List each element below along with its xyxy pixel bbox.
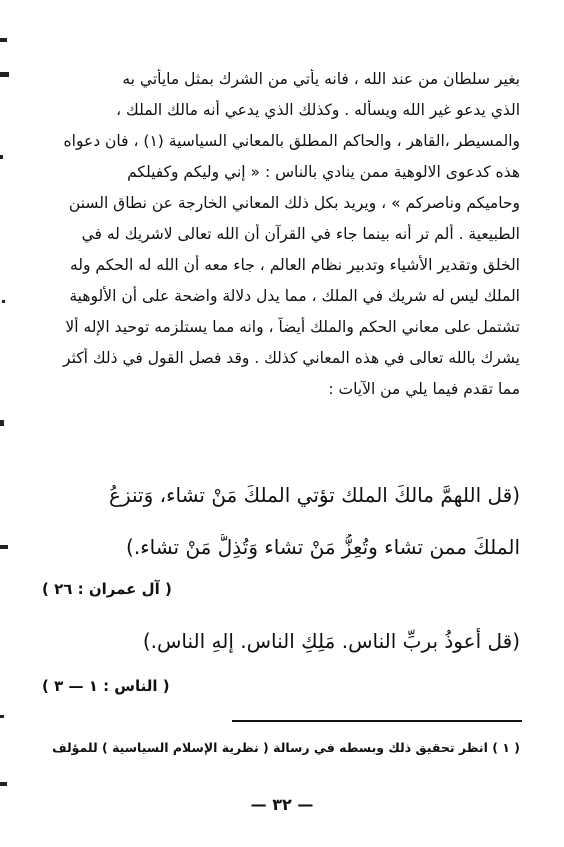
scan-mark: [0, 38, 7, 42]
verse-1-line-2: الملكَ ممن تشاء وتُعِزُّ مَنْ تشاء وَتُذِلُّ مَنْ تشاء.): [126, 535, 520, 559]
body-line-8: الملك ليس له شريك في الملك ، مما يدل دلالة واضحة على أن الألوهية: [69, 287, 520, 305]
body-line-3: والمسيطر ،القاهر ، والحاكم المطلق بالمعاني السياسية (١) ، فان دعواه: [63, 132, 520, 150]
body-line-11: مما تقدم فيما يلي من الآيات :: [328, 380, 520, 398]
scan-mark: [0, 545, 8, 549]
scan-mark: [0, 782, 7, 786]
body-line-6: الطبيعية . ألم تر أنه بينما جاء في القرآن أن الله تعالى لاشريك له في: [81, 225, 520, 243]
body-line-7: الخلق وتقدير الأشياء وتدبير نظام العالم ، جاء معه أن الله له الحكم وله: [69, 256, 520, 274]
scan-mark: [0, 72, 9, 77]
body-line-9: تشتمل على معاني الحكم والملك أيضاً ، وانه مما يستلزمه توحيد الإله ألا: [65, 318, 520, 336]
body-line-4: هذه كدعوى الالوهية ممن ينادي بالناس : « إني وليكم وكفيلكم: [127, 163, 520, 181]
footnote: ( ١ ) انظر تحقيق ذلك وبسطه في رسالة ( نظرية الإسلام السياسية ) للمؤلف: [52, 740, 520, 755]
scan-mark: [0, 420, 4, 426]
scan-mark: [0, 155, 3, 159]
scan-mark: [0, 715, 4, 718]
verse-2-line-1: (قل أعوذُ بربِّ الناس. مَلِكِ الناس. إلهِ الناس.): [142, 629, 520, 653]
verse-1-line-1: (قل اللهمَّ مالكَ الملك تؤتي الملكَ مَنْ تشاء، وَتنزعُ: [109, 483, 520, 507]
verse-2-reference: ( الناس : ١ — ٣ ): [42, 677, 170, 695]
footnote-divider: [232, 720, 522, 722]
body-line-10: يشرك بالله تعالى في هذه المعاني كذلك . وقد فصل القول في ذلك أكثر: [63, 349, 520, 367]
scan-mark: [2, 300, 5, 303]
verse-1-reference: ( آل عمران : ٢٦ ): [42, 580, 172, 598]
body-line-2: الذي يدعو غير الله ويسأله . وكذلك الذي يدعي أنه مالك الملك ،: [116, 101, 520, 119]
body-line-1: بغير سلطان من عند الله ، فانه يأتي من الشرك بمثل مايأتي به: [122, 70, 520, 88]
body-line-5: وحاميكم وناصركم » ، ويريد بكل ذلك المعاني الخارجة عن نطاق السنن: [68, 194, 520, 212]
page-number: — ٣٢ —: [250, 795, 314, 814]
